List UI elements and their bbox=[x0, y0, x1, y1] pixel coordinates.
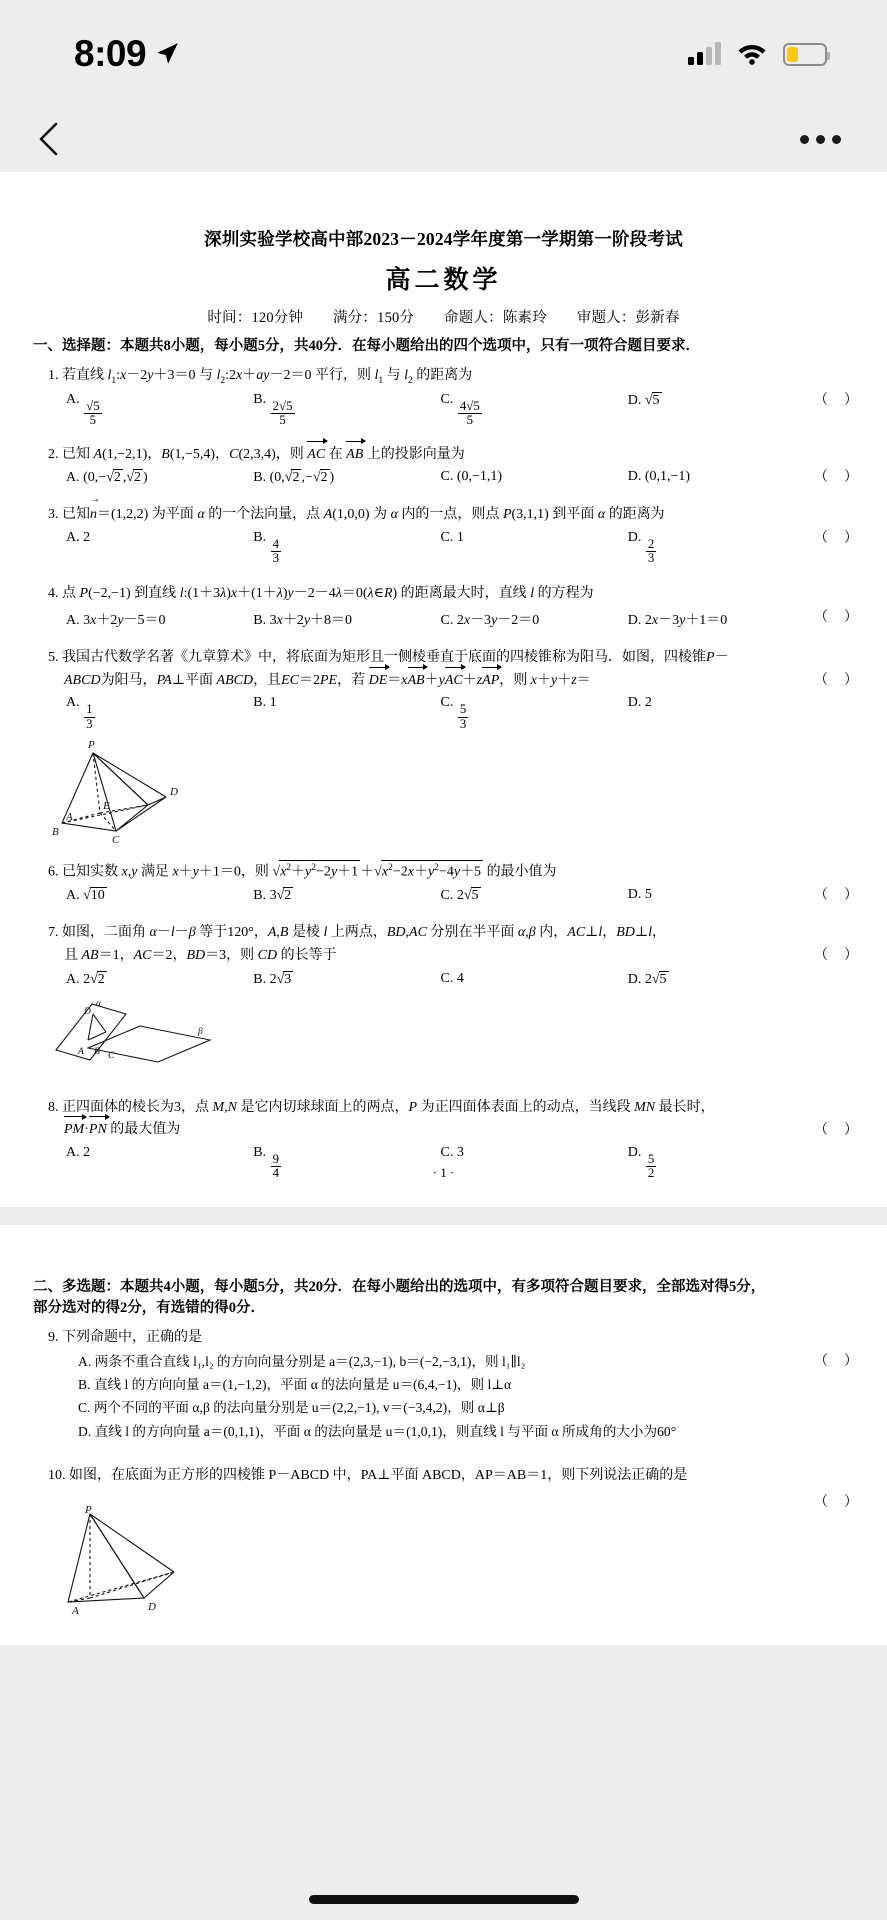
question-4-option-c[interactable]: C. 2x－3y－2＝0 bbox=[440, 613, 540, 629]
question-9-choice-b[interactable]: B. 直线 l 的方向向量 a＝(1,−1,2)，平面 α 的法向量是 u＝(6,4,−1)，则 l⊥α bbox=[78, 1377, 512, 1393]
question-3-options bbox=[48, 530, 815, 565]
dihedral-angle-diagram bbox=[48, 992, 815, 1087]
svg-text:A: A bbox=[78, 1046, 84, 1057]
question-6-option-c[interactable]: C. 2√5 bbox=[440, 888, 479, 904]
yangma-pyramid-diagram bbox=[48, 735, 815, 850]
question-1-answer-paren: （ ） bbox=[814, 393, 859, 409]
question-1-option-d[interactable]: D. √5 bbox=[627, 393, 660, 409]
question-10-number: 10. bbox=[48, 1468, 66, 1484]
exam-author: 命题人：陈素玲 bbox=[444, 310, 547, 326]
home-indicator bbox=[309, 1895, 579, 1904]
question-3-answer-paren: （ ） bbox=[814, 531, 859, 546]
svg-text:D: D bbox=[84, 1006, 91, 1017]
svg-text:α: α bbox=[96, 998, 101, 1009]
svg-text:B: B bbox=[52, 825, 59, 838]
question-2-answer-paren: （ ） bbox=[814, 470, 859, 486]
question-3-option-a[interactable]: A. 2 bbox=[66, 530, 91, 545]
svg-text:P: P bbox=[88, 738, 95, 751]
question-3 bbox=[22, 504, 865, 565]
cellular-signal-icon bbox=[688, 43, 721, 65]
question-2-option-b[interactable]: B. (0,√2 ,−√2 ) bbox=[253, 470, 335, 486]
question-3-option-c[interactable]: C. 1 bbox=[440, 530, 464, 545]
svg-text:P: P bbox=[85, 1505, 92, 1516]
exam-total: 满分：150分 bbox=[333, 310, 415, 326]
question-8-stem: 8. 正四面体的棱长为3，点 M,N 是它内切球球面上的两点，P 为正四面体表面上的动点，当线段 MN 最长时， PM·PN 的最大值为 bbox=[48, 1097, 815, 1142]
document-page-1 bbox=[0, 172, 887, 1207]
question-4-options bbox=[48, 609, 815, 629]
svg-text:D: D bbox=[148, 1600, 156, 1613]
document-page-2 bbox=[0, 1225, 887, 1645]
question-4-option-b[interactable]: B. 3x＋2y＋8＝0 bbox=[253, 613, 353, 629]
svg-text:D: D bbox=[170, 785, 178, 798]
status-bar bbox=[0, 0, 887, 108]
question-5-option-a[interactable]: A. $\frac{1}{3}$ bbox=[66, 695, 93, 731]
exam-reviewer: 审题人：彭新春 bbox=[576, 310, 680, 326]
question-8-option-b[interactable]: B. $\frac{9}{4}$ bbox=[253, 1144, 280, 1180]
question-1-option-a[interactable]: A. $\frac{√5}{5}$ bbox=[66, 392, 100, 428]
question-5-option-b[interactable]: B. 1 bbox=[253, 695, 277, 711]
question-5-option-c[interactable]: C. $\frac{5}{3}$ bbox=[440, 695, 467, 731]
page-separator bbox=[0, 1207, 887, 1225]
question-8-option-d[interactable]: D. $\frac{5}{2}$ bbox=[627, 1144, 655, 1180]
question-9-number: 9. bbox=[48, 1330, 59, 1346]
question-9-choice-c[interactable]: C. 两个不同的平面 α,β 的法向量分别是 u＝(2,2,−1), v＝(−3,4,2)，则 α⊥β bbox=[78, 1400, 505, 1416]
question-4 bbox=[22, 583, 865, 629]
question-5-option-d[interactable]: D. 2 bbox=[627, 695, 652, 711]
question-5 bbox=[22, 647, 865, 850]
question-5-options bbox=[48, 695, 815, 730]
question-2-option-c[interactable]: C. (0,−1,1) bbox=[440, 469, 503, 485]
question-5-answer-paren: （ ） bbox=[814, 673, 859, 689]
question-4-stem: 4. 点 P(−2,−1) 到直线 l:(1＋3λ)x＋(1＋λ)y－2－4λ＝0(λ∈R) 的距离最大时，直线 l 的方程为 bbox=[48, 586, 594, 602]
location-arrow-icon bbox=[154, 41, 180, 67]
question-6-options bbox=[48, 887, 815, 904]
svg-text:β: β bbox=[198, 1026, 203, 1037]
status-clock: 8:09 bbox=[74, 33, 147, 74]
svg-text:C: C bbox=[108, 1050, 115, 1061]
question-7-stem: 7. 如图，二面角 α－l－β 等于120°，A,B 是棱 l 上两点，BD,AC 分别在半平面 α,β 内，AC⊥l，BD⊥l， 且 AB＝1，AC＝2，BD＝3，则 CD 的长等于 bbox=[48, 925, 666, 963]
question-10-text: 如图，在底面为正方形的四棱锥 P－ABCD 中，PA⊥平面 ABCD，AP＝AB＝1，则下列说法正确的是 bbox=[69, 1468, 688, 1484]
back-chevron-icon[interactable] bbox=[36, 122, 62, 156]
question-4-option-d[interactable]: D. 2x－3y＋1＝0 bbox=[627, 613, 728, 629]
question-7-options bbox=[48, 971, 815, 988]
question-6-stem: 6. 已知实数 x,y 满足 x＋y＋1＝0，则 $√x^2+y^2-2y+1 +√x^2-2x+y^2-4y+5$ 的最小值为 bbox=[48, 860, 815, 884]
question-9-choice-d[interactable]: D. 直线 l 的方向向量 a＝(0,1,1)，平面 α 的法向量是 u＝(1,0,1)，则直线 l 与平面 α 所成角的大小为60° bbox=[78, 1423, 677, 1439]
question-4-option-a[interactable]: A. 3x＋2y－5＝0 bbox=[66, 613, 166, 629]
question-2-options bbox=[48, 469, 815, 486]
square-base-pyramid-diagram bbox=[48, 1506, 815, 1621]
question-5-stem: 5. 我国古代数学名著《九章算术》中，将底面为矩形且一侧棱垂直于底面的四棱锥称为阳马．如图，四棱锥P－ ABCD为阳马，PA⊥平面 ABCD，且EC＝2PE，若 DE＝xAB＋yAC＋zAP，则 x＋y＋z＝ bbox=[48, 647, 815, 692]
svg-text:A: A bbox=[66, 810, 73, 823]
question-8-answer-paren: （ ） bbox=[814, 1122, 859, 1138]
question-6-option-d[interactable]: D. 5 bbox=[627, 887, 652, 903]
question-1 bbox=[22, 365, 865, 428]
question-1-option-b[interactable]: B. $\frac{2√5}{5}$ bbox=[253, 392, 293, 428]
page-title: 深圳实验学校高中部2023－2024学年度第一学期第一阶段考试 bbox=[204, 229, 683, 249]
question-1-options bbox=[48, 392, 815, 427]
question-6-answer-paren: （ ） bbox=[814, 888, 859, 904]
document-scroll-area[interactable] bbox=[0, 172, 887, 1920]
question-1-option-c[interactable]: C. $\frac{4√5}{5}$ bbox=[440, 392, 480, 428]
question-7-option-b[interactable]: B. 2√3 bbox=[253, 971, 292, 987]
question-2-option-d[interactable]: D. (0,1,−1) bbox=[627, 469, 691, 485]
svg-text:C: C bbox=[112, 833, 120, 845]
navigation-bar bbox=[0, 108, 887, 170]
battery-low-power-icon bbox=[783, 43, 827, 66]
question-3-option-d[interactable]: D. $\frac{2}{3}$ bbox=[627, 530, 655, 566]
question-9-choice-a[interactable]: A. 两条不重合直线 l₁,l₂ 的方向向量分别是 a＝(2,3,−1), b＝(−2,−3,1)，则 l₁∥l₂ bbox=[78, 1353, 526, 1369]
svg-text:B: B bbox=[94, 1046, 100, 1057]
question-4-answer-paren: （ ） bbox=[814, 610, 859, 626]
question-9 bbox=[22, 1327, 865, 1443]
status-bar-left bbox=[74, 33, 180, 75]
svg-text:A: A bbox=[72, 1604, 79, 1616]
question-8-option-c[interactable]: C. 3 bbox=[440, 1144, 464, 1160]
section-2-heading bbox=[22, 1277, 865, 1319]
question-1-number: 1. bbox=[48, 368, 59, 384]
question-6-option-b[interactable]: B. 3√2 bbox=[253, 888, 292, 904]
question-8-number: 8. bbox=[48, 1099, 59, 1115]
question-7 bbox=[22, 922, 865, 1086]
question-6 bbox=[22, 860, 865, 904]
question-5-number: 5. bbox=[48, 650, 59, 666]
question-9-answer-paren: （ ） bbox=[814, 1353, 859, 1369]
section-1-heading: 一、选择题：本题共8小题，每小题5分，共40分．在每小题给出的四个选项中，只有一项符合题目要求． bbox=[33, 338, 700, 354]
more-options-icon[interactable] bbox=[800, 135, 841, 144]
question-3-stem: 3. 已知→ n＝(1,2,2) 为平面 α 的一个法向量，点 A(1,0,0) 为 α 内的一点，则点 P(3,1,1) 到平面 α 的距离为 bbox=[48, 504, 815, 527]
question-9-choices bbox=[48, 1350, 815, 1444]
question-6-number: 6. bbox=[48, 864, 59, 880]
question-3-option-b[interactable]: B. $\frac{4}{3}$ bbox=[253, 530, 280, 566]
question-10 bbox=[22, 1465, 865, 1621]
question-9-stem bbox=[48, 1327, 815, 1350]
paper-subject: 高二数学 bbox=[385, 267, 502, 294]
question-7-number: 7. bbox=[48, 925, 59, 941]
question-2-stem: 2. 已知 A(1,−2,1)，B(1,−5,4)，C(2,3,4)，则 AC 在 AB 上的投影向量为 bbox=[48, 444, 815, 467]
question-7-answer-paren: （ ） bbox=[814, 948, 859, 964]
question-9-text: 下列命题中，正确的是 bbox=[62, 1330, 202, 1346]
section-2-heading-line2: 部分选对的得2分，有选错的得0分． bbox=[33, 1300, 265, 1317]
question-1-stem: 1. 若直线 $l_1:x-2y+3=0$ 与 $l_2:2x+ay-2=0$ 平行，则 $l_1$ 与 $l_2$ 的距离为 bbox=[48, 368, 473, 386]
paper-info-line bbox=[22, 306, 865, 327]
question-7-option-c[interactable]: C. 4 bbox=[440, 970, 464, 986]
question-2-number: 2. bbox=[48, 446, 59, 462]
svg-text:E: E bbox=[103, 799, 110, 812]
exam-time: 时间：120分钟 bbox=[207, 310, 304, 326]
status-bar-right bbox=[688, 42, 827, 66]
question-4-number: 4. bbox=[48, 586, 59, 602]
page-number-footer: · 1 · bbox=[432, 1165, 455, 1180]
question-6-option-a[interactable]: A. √10 bbox=[66, 888, 105, 904]
wifi-icon bbox=[737, 42, 767, 66]
question-3-number: 3. bbox=[48, 507, 59, 523]
question-10-stem bbox=[48, 1465, 815, 1488]
question-8-option-a[interactable]: A. 2 bbox=[66, 1144, 91, 1160]
question-2 bbox=[22, 444, 865, 487]
question-10-answer-paren: （ ） bbox=[814, 1495, 859, 1511]
question-7-option-d[interactable]: D. 2√5 bbox=[627, 971, 667, 987]
question-7-option-a[interactable]: A. 2√2 bbox=[66, 971, 105, 987]
question-2-option-a[interactable]: A. (0,−√2 ,√2 ) bbox=[66, 470, 148, 486]
section-2-heading-line1: 二、多选题：本题共4小题，每小题5分，共20分．在每小题给出的选项中，有多项符合题目要求，全部选对得5分， bbox=[33, 1279, 766, 1295]
